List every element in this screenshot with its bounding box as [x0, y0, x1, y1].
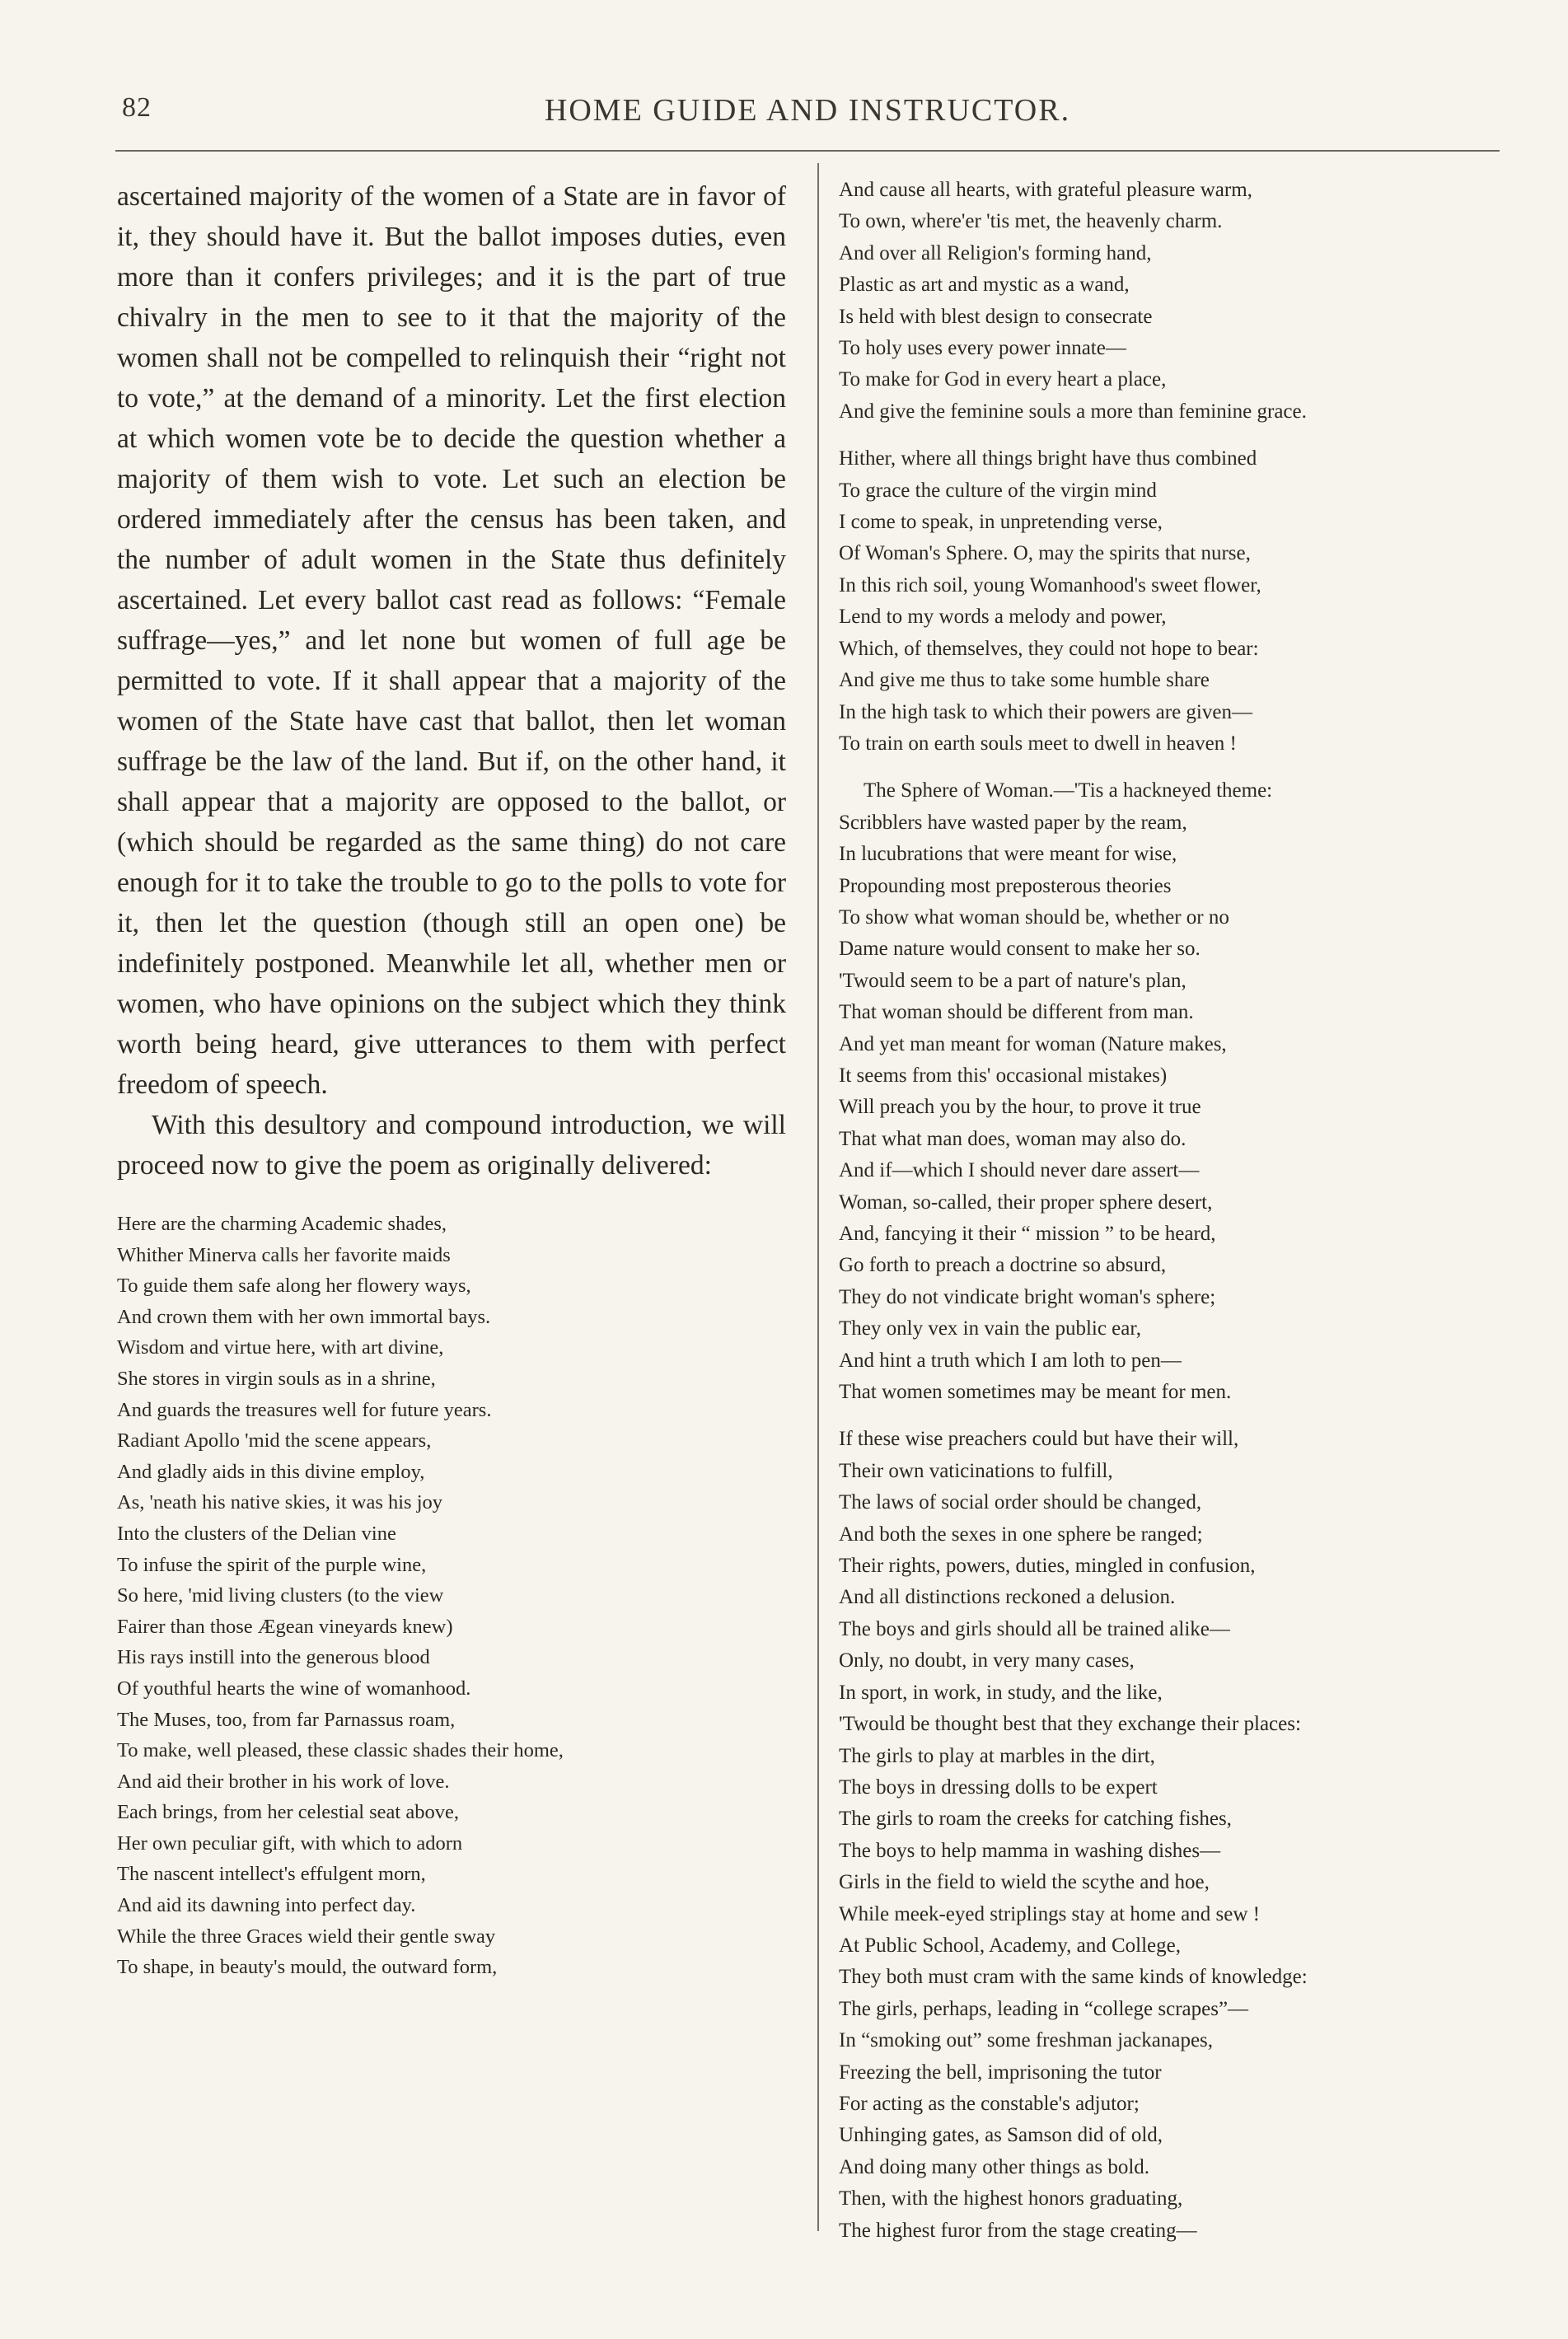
paragraph: ascertained majority of the women of a State are in favor of it, they should have it. But the ballot imposes duties, even more than it confers privileges; and it is the part of true chivalry in the men to see to it that the majority of the women shall not be compelled to relinquish their “right not to vote,” at the demand of a minority. Let the first election at which women vote be to decide the question whether a majority of them wish to vote. Let such an election be ordered immediately after the census has been taken, and the number of adult women in the State thus definitely ascertained. Let every ballot cast read as follows: “Female suffrage—yes,” and let none but women of full age be permitted to vote. If it shall appear that a majority of the women of the State have cast that ballot, then let woman suffrage be the law of the land. But if, on the other hand, it shall appear that a majority are opposed to the ballot, or (which should be regarded as the same thing) do not care enough for it to take the trouble to go to the polls to vote for it, then let the question (though still an open one) be indefinitely postponed. Meanwhile let all, whether men or women, who have opinions on the subject which they think worth being heard, give utterances to them with perfect freedom of speech. [117, 181, 786, 1100]
poem-line: The Sphere of Woman.—'Tis a hackneyed theme: [864, 779, 1273, 802]
poem-line: To make for God in every heart a place, [839, 368, 1167, 391]
poem-line: As, 'neath his native skies, it was his joy [117, 1491, 443, 1514]
poem-line: It seems from this' occasional mistakes) [839, 1064, 1168, 1087]
poem-line: Their own vaticinations to fulfill, [839, 1459, 1113, 1482]
poem-line: They both must cram with the same kinds of knowledge: [839, 1966, 1308, 1989]
poem-line: 'Twould be thought best that they exchange their places: [839, 1713, 1301, 1736]
running-title: HOME GUIDE AND INSTRUCTOR. [544, 93, 1071, 128]
poem-line: Will preach you by the hour, to prove it true [839, 1096, 1201, 1119]
stanza [839, 175, 1498, 428]
poem-line: And both the sexes in one sphere be ranged; [839, 1523, 1203, 1546]
poem-line: The girls to play at marbles in the dirt, [839, 1744, 1155, 1767]
poem-line: I come to speak, in unpretending verse, [839, 511, 1163, 534]
poem-line: 'Twould seem to be a part of nature's plan, [839, 969, 1187, 992]
poem-line: Freezing the bell, imprisoning the tutor [839, 2061, 1162, 2084]
poem-line: And if—which I should never dare assert— [839, 1159, 1200, 1182]
poem-line: That women sometimes may be meant for men. [839, 1381, 1232, 1404]
poem-line: Go forth to preach a doctrine so absurd, [839, 1254, 1167, 1277]
poem-line: Scribblers have wasted paper by the ream, [839, 811, 1187, 834]
poem-line: Which, of themselves, they could not hope to bear: [839, 637, 1259, 660]
poem-line: Radiant Apollo 'mid the scene appears, [117, 1429, 432, 1453]
poem-line: In sport, in work, in study, and the like, [839, 1681, 1163, 1704]
poem-line: In lucubrations that were meant for wise, [839, 843, 1177, 866]
poem-line: While meek-eyed striplings stay at home and sew ! [839, 1902, 1260, 1925]
poem-line: So here, 'mid living clusters (to the view [117, 1584, 444, 1607]
poem-line: In this rich soil, young Womanhood's sweet flower, [839, 573, 1261, 596]
poem-line: And cause all hearts, with grateful pleasure warm, [839, 179, 1252, 201]
poem-line: Only, no doubt, in very many cases, [839, 1649, 1135, 1672]
poem-line: Their rights, powers, duties, mingled in confusion, [839, 1555, 1256, 1578]
poem-line: Of youthful hearts the wine of womanhood. [117, 1677, 471, 1700]
poem-line: Here are the charming Academic shades, [117, 1213, 447, 1235]
poem-line: The boys and girls should all be trained alike— [839, 1617, 1230, 1640]
poem-line: And gladly aids in this divine employ, [117, 1460, 425, 1483]
right-column [839, 175, 1498, 2262]
poem-line: Into the clusters of the Delian vine [117, 1522, 396, 1545]
poem-line: And doing many other things as bold. [839, 2155, 1150, 2178]
poem-line: To make, well pleased, these classic shades their home, [117, 1739, 564, 1762]
poem-line: Dame nature would consent to make her so. [839, 938, 1201, 961]
stanza [839, 443, 1498, 760]
paragraph: With this desultory and compound introduction, we will proceed now to give the poem as originally delivered: [117, 1110, 786, 1181]
poem-line: They only vex in vain the public ear, [839, 1317, 1141, 1340]
poem-line: Girls in the field to wield the scythe and hoe, [839, 1871, 1210, 1894]
poem-line: The girls to roam the creeks for catching fishes, [839, 1808, 1232, 1831]
poem-line: And over all Religion's forming hand, [839, 241, 1152, 264]
poem-line: Woman, so-called, their proper sphere desert, [839, 1191, 1213, 1214]
poem-line: And hint a truth which I am loth to pen— [839, 1349, 1182, 1372]
poem-line: In “smoking out” some freshman jackanapes, [839, 2029, 1214, 2052]
poem-line: The highest furor from the stage creating— [839, 2219, 1197, 2242]
poem-verse [117, 1209, 786, 1983]
poem-line: To show what woman should be, whether or no [839, 905, 1229, 929]
poem-line: Wisdom and virtue here, with art divine, [117, 1336, 444, 1359]
poem-line: Then, with the highest honors graduating, [839, 2187, 1183, 2210]
stanza [839, 1424, 1498, 2247]
poem-line: Fairer than those Ægean vineyards knew) [117, 1615, 453, 1638]
poem-line: The nascent intellect's effulgent morn, [117, 1863, 426, 1886]
page-number: 82 [122, 92, 152, 123]
header-rule [115, 150, 1500, 152]
page-header [115, 92, 1500, 142]
poem-line: That what man does, woman may also do. [839, 1127, 1187, 1150]
poem-line: And crown them with her own immortal bays. [117, 1305, 491, 1328]
poem-line: Hither, where all things bright have thus combined [839, 447, 1257, 470]
poem-line: And, fancying it their “ mission ” to be heard, [839, 1223, 1216, 1245]
poem-line: To guide them safe along her flowery ways, [117, 1275, 471, 1298]
poem-line: While the three Graces wield their gentle sway [117, 1925, 496, 1948]
poem-line: To train on earth souls meet to dwell in heaven ! [839, 732, 1237, 755]
poem-line: In the high task to which their powers are given— [839, 700, 1252, 723]
poem-line: To grace the culture of the virgin mind [839, 479, 1157, 502]
poem-line: The girls, perhaps, leading in “college scrapes”— [839, 1997, 1249, 2020]
left-column [117, 176, 786, 1983]
poem-line: The Muses, too, from far Parnassus roam, [117, 1708, 456, 1731]
poem-line: To shape, in beauty's mould, the outward form, [117, 1956, 498, 1979]
poem-line: And aid their brother in his work of love. [117, 1770, 450, 1793]
poem-line: The boys in dressing dolls to be expert [839, 1775, 1158, 1799]
poem-line: And aid its dawning into perfect day. [117, 1894, 416, 1917]
poem-line: The boys to help mamma in washing dishes— [839, 1839, 1221, 1862]
poem-line: And yet man meant for woman (Nature makes, [839, 1032, 1227, 1055]
poem-line: Her own peculiar gift, with which to adorn [117, 1831, 463, 1855]
poem-line: That woman should be different from man. [839, 1001, 1194, 1024]
poem-line: If these wise preachers could but have their will, [839, 1428, 1239, 1451]
poem-line: At Public School, Academy, and College, [839, 1934, 1181, 1957]
stanza [839, 775, 1498, 1408]
poem-line: She stores in virgin souls as in a shrine, [117, 1367, 436, 1390]
poem-line: Propounding most preposterous theories [839, 874, 1172, 897]
poem-line: To infuse the spirit of the purple wine, [117, 1553, 427, 1576]
poem-line: Plastic as art and mystic as a wand, [839, 274, 1130, 297]
poem-line: The laws of social order should be changed, [839, 1491, 1202, 1514]
poem-line: Whither Minerva calls her favorite maids [117, 1243, 451, 1266]
poem-line: And give the feminine souls a more than feminine grace. [839, 400, 1307, 423]
poem-line: To holy uses every power innate— [839, 337, 1126, 360]
poem-line: Each brings, from her celestial seat above, [117, 1801, 459, 1824]
poem-line: And all distinctions reckoned a delusion. [839, 1586, 1176, 1609]
poem-line: His rays instill into the generous blood [117, 1646, 430, 1669]
poem-line: Lend to my words a melody and power, [839, 606, 1167, 629]
poem-line: And guards the treasures well for future years. [117, 1398, 492, 1421]
poem-line: For acting as the constable's adjutor; [839, 2092, 1140, 2115]
poem-line: And give me thus to take some humble share [839, 669, 1210, 692]
poem-line: To own, where'er 'tis met, the heavenly charm. [839, 210, 1223, 233]
poem-line: They do not vindicate bright woman's sphere; [839, 1285, 1216, 1308]
prose-text [117, 176, 786, 1186]
poem-line: Of Woman's Sphere. O, may the spirits that nurse, [839, 542, 1251, 565]
poem-line: Is held with blest design to consecrate [839, 305, 1153, 328]
poem-line: Unhinging gates, as Samson did of old, [839, 2124, 1163, 2147]
column-divider [817, 163, 819, 2231]
